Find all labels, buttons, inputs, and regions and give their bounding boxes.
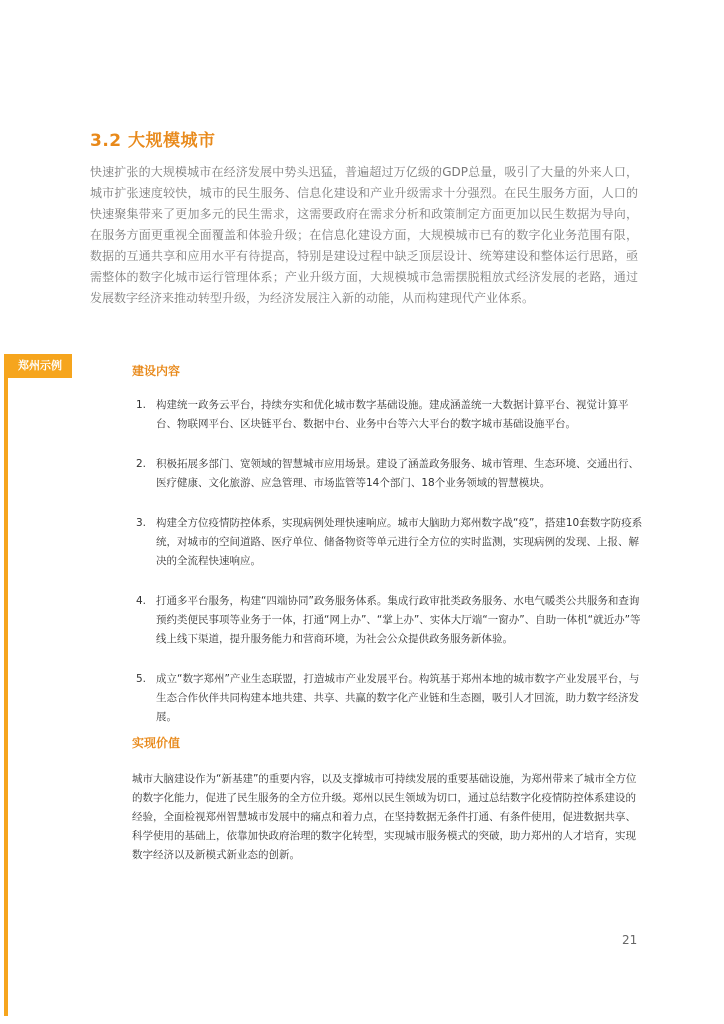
sidebar-accent-bar bbox=[4, 354, 8, 1016]
page-number: 21 bbox=[622, 933, 638, 947]
list-item-text: 构建统一政务云平台，持续夯实和优化城市数字基础设施。建成涵盖统一大数据计算平台、视觉计算平台、物联网平台、区块链平台、数据中台、业务中台等六大平台的数字城市基础设施平台。 bbox=[156, 399, 629, 430]
list-item bbox=[132, 514, 644, 571]
list-item bbox=[132, 455, 644, 493]
value-paragraph: 城市大脑建设作为“新基建”的重要内容，以及支撑城市可持续发展的重要基础设施，为郑州带来了城市全方位的数字化能力，促进了民生服务的全方位升级。郑州以民生领域为切口，通过总结数字化疫情防控体系建设的经验，全面检视郑州智慧城市发展中的痛点和着力点，在坚持数据无条件打通、有条件使用，促进数据共享、科学使用的基础上，依靠加快政府治理的数字化转型，实现城市服务模式的突破，助力郑州的人才培育，实现数字经济以及新模式新业态的创新。 bbox=[132, 773, 637, 861]
list-item bbox=[132, 396, 644, 434]
construction-list bbox=[132, 396, 644, 748]
list-item bbox=[132, 670, 644, 727]
list-item-text: 构建全方位疫情防控体系，实现病例处理快速响应。城市大脑助力郑州数字战“疫”，搭建10套数字防疫系统，对城市的空间道路、医疗单位、储备物资等单元进行全方位的实时监测，实现病例的发现、上报、解决的全流程快速响应。 bbox=[156, 517, 643, 567]
section-title: 3.2 大规模城市 bbox=[90, 131, 216, 151]
list-item-number: 5. bbox=[136, 673, 147, 685]
list-item-number: 4. bbox=[136, 595, 147, 607]
list-item-number: 3. bbox=[136, 517, 147, 529]
list-item bbox=[132, 592, 644, 649]
list-item-text: 积极拓展多部门、宽领域的智慧城市应用场景。建设了涵盖政务服务、城市管理、生态环境、交通出行、医疗健康、文化旅游、应急管理、市场监管等14个部门、18个业务领域的智慧模块。 bbox=[156, 458, 639, 489]
intro-paragraph: 快速扩张的大规模城市在经济发展中势头迅猛，普遍超过万亿级的GDP总量，吸引了大量的外来人口，城市扩张速度较快，城市的民生服务、信息化建设和产业升级需求十分强烈。在民生服务方面，人口的快速聚集带来了更加多元的民生需求，这需要政府在需求分析和政策制定方面更加以民生数据为导向，在服务方面更重视全面覆盖和体验升级；在信息化建设方面，大规模城市已有的数字化业务范围有限，数据的互通共享和应用水平有待提高，特别是建设过程中缺乏顶层设计、统筹建设和整体运行思路，亟需整体的数字化城市运行管理体系；产业升级方面，大规模城市急需摆脱粗放式经济发展的老路，通过发展数字经济来推动转型升级，为经济发展注入新的动能，从而构建现代产业体系。 bbox=[90, 165, 638, 305]
value-heading: 实现价值 bbox=[132, 736, 181, 750]
list-item-text: 打通多平台服务，构建“四端协同”政务服务体系。集成行政审批类政务服务、水电气暖类公共服务和查询预约类便民事项等业务于一体，打通“网上办”、“掌上办”、实体大厅端“一窗办”、自助一体机“就近办”等线上线下渠道，提升服务能力和营商环境，为社会公众提供政务服务新体验。 bbox=[156, 595, 641, 645]
list-item-number: 1. bbox=[136, 399, 147, 411]
sidebar-tag: 郑州示例 bbox=[8, 354, 72, 378]
list-item-text: 成立“数字郑州”产业生态联盟，打造城市产业发展平台。构筑基于郑州本地的城市数字产业发展平台，与生态合作伙伴共同构建本地共建、共享、共赢的数字化产业链和生态圈，吸引人才回流，助力数字经济发展。 bbox=[156, 673, 640, 723]
list-item-number: 2. bbox=[136, 458, 147, 470]
construction-heading: 建设内容 bbox=[132, 364, 181, 378]
